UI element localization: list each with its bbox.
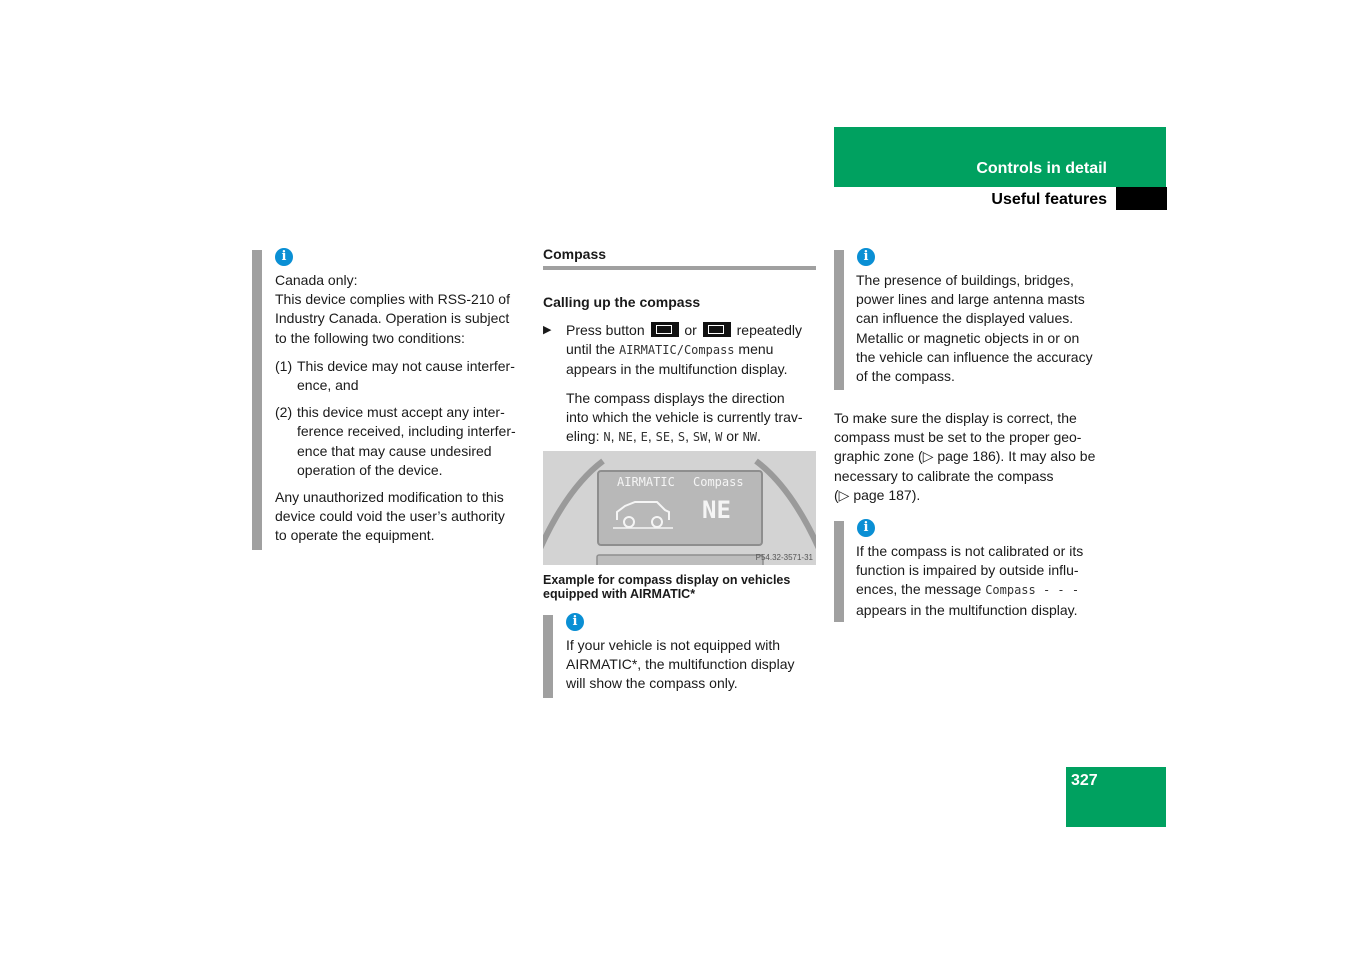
note-line: The presence of buildings, bridges,: [856, 272, 1074, 288]
desc-line: The compass displays the direction: [566, 389, 785, 406]
interference-note: [856, 271, 1111, 386]
note-line: appears in the multifunction display.: [856, 601, 1078, 618]
step-line: [566, 321, 818, 340]
compass-subheading: Calling up the compass: [543, 294, 701, 310]
info-icon: i: [857, 519, 875, 537]
step-line: [566, 340, 818, 360]
right-info-bar: [834, 250, 844, 390]
calibration-paragraph: [834, 409, 1114, 505]
step-repeatedly: repeatedly: [736, 322, 803, 338]
step-press: Press button: [566, 322, 645, 338]
note-line: [856, 580, 1111, 600]
condition-item: [275, 403, 530, 480]
display-label-airmatic: AIRMATIC: [617, 475, 675, 489]
intro-line: This device complies with RSS-210 of: [275, 291, 510, 308]
figure-code: P54.32-3571-31: [755, 553, 813, 562]
outro-line: Any unauthorized modification to this: [275, 489, 504, 506]
note-line: will show the compass only.: [566, 675, 738, 692]
note-text: ences, the message: [856, 581, 982, 598]
vehicle-icon: [613, 498, 673, 530]
bullet-marker: ▶: [543, 324, 552, 336]
condition-line: this device must accept any inter-: [297, 404, 505, 421]
caption-line: equipped with AIRMATIC*: [543, 587, 696, 601]
direction-code: NE: [618, 430, 633, 445]
step-until: until the: [566, 341, 616, 358]
chapter-title: Controls in detail: [976, 160, 1107, 177]
para-line: To make sure the display is correct, the: [834, 410, 1077, 426]
direction-code: N: [603, 430, 611, 445]
para-line: graphic zone (▷ page 186). It may also be: [834, 448, 1096, 465]
outro: [275, 488, 530, 546]
note-line: the vehicle can influence the accuracy: [856, 348, 1093, 365]
header-marker: [1116, 187, 1167, 210]
compass-desc: [566, 389, 818, 448]
condition-line: ence that may cause undesired: [297, 442, 492, 459]
step-menu: menu: [738, 341, 774, 358]
step-text: [566, 321, 818, 447]
direction-code: SE: [655, 430, 671, 445]
para-line: compass must be set to the proper geo-: [834, 429, 1082, 446]
desc-eling: eling:: [566, 428, 600, 445]
note-line: of the compass.: [856, 368, 955, 385]
display-direction: NE: [702, 496, 731, 524]
direction-code: NW: [742, 430, 758, 445]
display-button-icon: [651, 322, 679, 337]
info-icon: i: [857, 248, 875, 266]
direction-code: S: [677, 430, 686, 445]
info-icon: i: [566, 613, 584, 631]
right-info-bar-2: [834, 521, 844, 622]
multifunction-display: [597, 470, 763, 546]
figure-caption: [543, 573, 818, 601]
left-info-bar: [252, 250, 262, 550]
intro-line: Industry Canada. Operation is subject: [275, 310, 510, 327]
condition-line: ence, and: [297, 377, 359, 394]
note-line: If your vehicle is not equipped with: [566, 637, 781, 653]
left-info-body: [275, 271, 530, 546]
message-code: Compass - - -: [985, 583, 1080, 598]
page-number: 327: [1071, 772, 1098, 789]
compass-section-title: Compass: [543, 246, 607, 262]
direction-code: SW: [692, 430, 708, 445]
header-band: [834, 127, 1166, 187]
middle-info-bar: [543, 615, 553, 698]
outro-line: to operate the equipment.: [275, 527, 435, 544]
condition-number: (2): [275, 404, 293, 421]
para-line: necessary to calibrate the compass: [834, 467, 1054, 484]
desc-line: into which the vehicle is currently trav-: [566, 408, 803, 425]
condition-line: ference received, including interfer-: [297, 423, 516, 440]
step-or: or: [684, 322, 697, 338]
condition-item: [275, 357, 530, 395]
note-line: AIRMATIC*, the multifunction display: [566, 656, 795, 673]
desc-or: or: [726, 428, 739, 445]
info-icon: i: [275, 248, 293, 266]
para-line: (▷ page 187).: [834, 486, 921, 503]
calibration-note: [856, 542, 1111, 620]
step-line: appears in the multifunction display.: [566, 361, 788, 378]
direction-code: W: [715, 430, 723, 445]
note-line: power lines and large antenna masts: [856, 291, 1085, 308]
display-button-icon: [703, 322, 731, 337]
caption-line: Example for compass display on vehicles: [543, 573, 791, 587]
direction-code: E: [640, 430, 648, 445]
desc-period: .: [757, 428, 761, 445]
compass-display-figure: [543, 451, 816, 565]
note-line: Metallic or magnetic objects in or on: [856, 329, 1080, 346]
section-subtitle: Useful features: [991, 191, 1107, 208]
intro-line: Canada only:: [275, 272, 358, 288]
display-label-compass: Compass: [693, 475, 744, 489]
airmatic-note: [566, 636, 818, 694]
note-line: If the compass is not calibrated or its: [856, 543, 1084, 559]
note-line: function is impaired by outside influ-: [856, 562, 1079, 579]
condition-number: (1): [275, 357, 293, 374]
desc-line: eling: N, NE, E, SE, S, SW, W or NW.: [566, 428, 761, 445]
condition-line: This device may not cause interfer-: [297, 357, 515, 374]
outro-line: device could void the user’s authority: [275, 508, 505, 525]
menu-code: AIRMATIC/Compass: [618, 343, 735, 358]
note-line: can influence the displayed values.: [856, 310, 1074, 327]
intro-line: to the following two conditions:: [275, 329, 465, 346]
condition-line: operation of the device.: [297, 461, 443, 478]
section-rule: [543, 266, 816, 270]
